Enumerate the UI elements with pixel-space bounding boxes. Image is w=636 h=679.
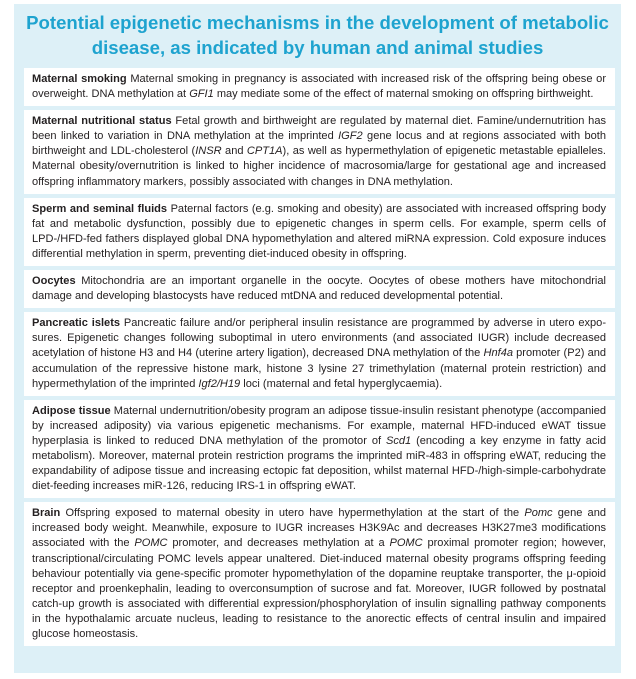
gene-name: Pomc	[524, 507, 553, 520]
section-heading: Oocytes	[32, 275, 76, 288]
section-text: Maternal undernutrition/obesity program an adipose tissue-insulin resistant phenotype (accompanied by increased adiposity) via various epigenetic mechanisms. For example, maternal HFD-induced eWAT tissue hyperplasia is linked to reduced DNA methylation of the promotor of	[32, 404, 606, 447]
gene-name: POMC	[389, 537, 423, 550]
section-text: promoter, and decreases methylation at a	[167, 537, 390, 550]
section-text: loci (maternal and fetal hyperglycaemia).	[240, 377, 443, 390]
section-text: Fetal growth and birthweight are regulated by maternal diet. Famine/undernutrition has been linked to variation in DNA methylation at the imprinted	[32, 115, 606, 143]
section-text: (encoding a key enzyme in fatty acid metabolism). Moreover, maternal protein restriction programs the imprinted miR-483 in offspring eWAT, reducing the expandability of adipose tissue and increasing ectopic fat deposition, whilst maternal HFD-/high-simple-carbohydrate diet-feeding increases miR-126, reducing IRS-1 in offspring eWAT.	[32, 434, 606, 493]
gene-name: GFI1	[189, 88, 214, 101]
section-heading: Pancreatic islets	[32, 317, 121, 330]
gene-name: POMC	[134, 537, 168, 550]
section-text: Maternal smoking in pregnancy is associated with increased risk of the offspring being obese or overweight. DNA methylation at	[32, 73, 607, 101]
section-text: gene and increased body weight. Meanwhile, exposure to IUGR increases H3K9Ac and decreases H3K27me3 modifications associated with the	[32, 507, 606, 550]
section-heading: Maternal smoking	[32, 73, 127, 85]
section-heading: Sperm and seminal fluids	[32, 202, 168, 215]
section-text: Mitochondria are an important organelle in the oocyte. Oocytes of obese mothers have mitochondrial damage and developing blastocysts have reduced mtDNA and reduced developmental potential.	[32, 275, 606, 303]
title-line-1: Potential epigenetic mechanisms in the development of metabolic	[26, 12, 609, 33]
box-title	[26, 4, 609, 60]
section-pancreatic-islets	[24, 312, 615, 395]
section-heading: Brain	[32, 507, 61, 520]
section-text: promoter (P2) and accumulation of the repressive histone mark, histone 3 lysine 27 trimethylation (maternal protein restriction) and hypermethylation of the imprinted	[32, 347, 606, 390]
section-heading: Maternal nutritional status	[32, 115, 172, 128]
gene-name: Igf2/H19	[198, 377, 241, 390]
info-box	[14, 4, 621, 673]
gene-name: Scd1	[385, 434, 412, 447]
section-sperm-and-seminal-fluids	[24, 198, 615, 266]
gene-name: CPT1A	[246, 145, 283, 158]
section-text: proximal promoter region; however, transcriptional/circulating POMC levels appear unaltered. Diet-induced maternal obesity programs offspring feeding behaviour potentially via gene-specific promoter hypomethylation of the dopamine reuptake transporter, the μ-opioid receptor and proenkephalin, leading to overconsumption of sucrose and fat. Moreover, IUGR followed by postnatal catch-up growth is associated with differential expression/phosphorylation of insulin signalling pathway components in the hypothalamic arcuate nucleus, leading to resistance to the anorectic effects of central insulin and impaired glucose homeostasis.	[32, 537, 606, 640]
section-brain	[24, 502, 615, 646]
section-oocytes	[24, 270, 615, 308]
gene-name: Hnf4a	[483, 347, 513, 360]
section-text: Pancreatic failure and/or peripheral insulin resistance are programmed by adverse in utero exposures. Epigenetic changes following suboptimal in utero environments (and associated IUGR) include decreased acetylation of histone H3 and H4 (uterine artery ligation), decreased DNA methylation of the	[32, 317, 606, 360]
section-text: and	[221, 145, 247, 158]
section-text: may mediate some of the effect of maternal smoking on offspring birthweight.	[213, 88, 594, 101]
gene-name: INSR	[195, 145, 222, 158]
section-heading: Adipose tissue	[32, 404, 111, 417]
sections-list	[24, 68, 615, 650]
section-text: ), as well as hypermethylation of epigenetic metastable epialleles. Maternal obesity/overnutrition is linked to higher incidence of macrosomia/large for gestational age and increased offspring inflammatory markers, possibly associated with changes in DNA methylation.	[32, 145, 606, 188]
title-line-2: disease, as indicated by human and animal studies	[91, 37, 544, 58]
section-text: Offspring exposed to maternal obesity in utero have hypermethylation at the start of the	[60, 507, 525, 520]
section-text: gene locus and at regions associated with both birthweight and LDL-cholesterol (	[32, 130, 606, 158]
section-maternal-smoking	[24, 68, 615, 106]
gene-name: IGF2	[338, 130, 363, 143]
section-text: Paternal factors (e.g. smoking and obesity) are associated with increased offspring body fat and metabolic dysfunction, possibly due to epigenetic changes in sperm cells. For example, sperm cells of LPD-/HFD-fed fathers displayed global DNA hypomethylation and altered miRNA expression. Cold exposure induces differential methylation in sperm, preventing diet-induced obesity in offspring.	[32, 202, 606, 260]
section-adipose-tissue	[24, 400, 615, 499]
section-maternal-nutritional-status	[24, 110, 615, 193]
